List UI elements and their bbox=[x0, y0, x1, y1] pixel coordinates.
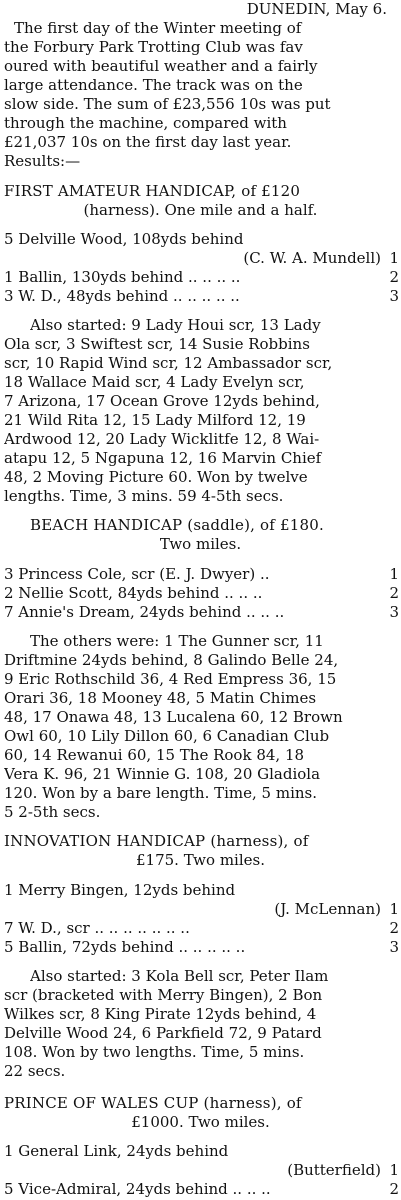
also-started-line: 5 2-5th secs. bbox=[4, 803, 101, 821]
also-started-line: Also started: 3 Kola Bell scr, Peter Ilam bbox=[30, 967, 329, 985]
also-started-line: 7 Arizona, 17 Ocean Grove 12yds behind, bbox=[4, 392, 320, 410]
also-started-line: 48, 17 Onawa 48, 13 Lucalena 60, 12 Brown bbox=[4, 708, 343, 726]
intro-line: the Forbury Park Trotting Club was fav bbox=[4, 38, 303, 56]
placing-line: 5 Ballin, 72yds behind .. .. .. .. .. bbox=[4, 938, 246, 956]
placing-rider: (J. McLennan) bbox=[274, 900, 381, 918]
race-heading: PRINCE OF WALES CUP (harness), of bbox=[4, 1094, 302, 1112]
placing-line: 5 Delville Wood, 108yds behind bbox=[4, 230, 244, 248]
also-started-line: Also started: 9 Lady Houi scr, 13 Lady bbox=[30, 316, 321, 334]
placing-position: 1 bbox=[389, 565, 399, 583]
intro-line: £21,037 10s on the first day last year. bbox=[4, 133, 292, 151]
placing-position: 1 bbox=[389, 1161, 399, 1179]
intro-line: The first day of the Winter meeting of bbox=[14, 19, 302, 37]
also-started-line: scr, 10 Rapid Wind scr, 12 Ambassador scr, bbox=[4, 354, 333, 372]
race-subheading: £1000. Two miles. bbox=[131, 1113, 270, 1131]
placing-position: 3 bbox=[389, 938, 399, 956]
placing-line: 1 General Link, 24yds behind bbox=[4, 1142, 229, 1160]
race-heading: BEACH HANDICAP (saddle), of £180. bbox=[30, 516, 324, 534]
also-started-line: Delville Wood 24, 6 Parkfield 72, 9 Patard bbox=[4, 1024, 322, 1042]
dateline: DUNEDIN, May 6. bbox=[246, 0, 387, 18]
also-started-line: 9 Eric Rothschild 36, 4 Red Empress 36, 15 bbox=[4, 670, 337, 688]
race-heading: INNOVATION HANDICAP (harness), of bbox=[4, 832, 309, 850]
race-heading: FIRST AMATEUR HANDICAP, of £120 bbox=[4, 182, 301, 200]
placing-position: 1 bbox=[389, 900, 399, 918]
also-started-line: Wilkes scr, 8 King Pirate 12yds behind, 4 bbox=[4, 1005, 317, 1023]
placing-line: 1 Merry Bingen, 12yds behind bbox=[4, 881, 236, 899]
also-started-line: 120. Won by a bare length. Time, 5 mins. bbox=[4, 784, 318, 802]
placing-position: 2 bbox=[389, 584, 399, 602]
also-started-line: Owl 60, 10 Lily Dillon 60, 6 Canadian Club bbox=[4, 727, 330, 745]
intro-line: oured with beautiful weather and a fairly bbox=[4, 57, 318, 75]
also-started-line: scr (bracketed with Merry Bingen), 2 Bon bbox=[4, 986, 323, 1004]
placing-rider: (C. W. A. Mundell) bbox=[243, 249, 381, 267]
placing-line: 1 Ballin, 130yds behind .. .. .. .. bbox=[4, 268, 241, 286]
placing-line: 2 Nellie Scott, 84yds behind .. .. .. bbox=[4, 584, 263, 602]
also-started-line: 18 Wallace Maid scr, 4 Lady Evelyn scr, bbox=[4, 373, 305, 391]
intro-line: large attendance. The track was on the bbox=[4, 76, 303, 94]
intro-line: Results:— bbox=[4, 152, 81, 170]
placing-line: 5 Vice-Admiral, 24yds behind .. .. .. bbox=[4, 1180, 271, 1198]
also-started-line: Vera K. 96, 21 Winnie G. 108, 20 Gladiola bbox=[4, 765, 321, 783]
also-started-line: Ola scr, 3 Swiftest scr, 14 Susie Robbins bbox=[4, 335, 310, 353]
placing-position: 3 bbox=[389, 603, 399, 621]
placing-line: 7 Annie's Dream, 24yds behind .. .. .. bbox=[4, 603, 285, 621]
placing-position: 1 bbox=[389, 249, 399, 267]
race-subheading: Two miles. bbox=[159, 535, 242, 553]
placing-position: 2 bbox=[389, 1180, 399, 1198]
also-started-line: 48, 2 Moving Picture 60. Won by twelve bbox=[4, 468, 308, 486]
placing-line: 3 W. D., 48yds behind .. .. .. .. .. bbox=[4, 287, 240, 305]
also-started-line: Orari 36, 18 Mooney 48, 5 Matin Chimes bbox=[4, 689, 317, 707]
also-started-line: 21 Wild Rita 12, 15 Lady Milford 12, 19 bbox=[4, 411, 306, 429]
placing-line: 7 W. D., scr .. .. .. .. .. .. .. bbox=[4, 919, 190, 937]
also-started-line: 108. Won by two lengths. Time, 5 mins. bbox=[4, 1043, 305, 1061]
placing-position: 3 bbox=[389, 287, 399, 305]
also-started-line: atapu 12, 5 Ngapuna 12, 16 Marvin Chief bbox=[4, 449, 322, 467]
also-started-line: 60, 14 Rewanui 60, 15 The Rook 84, 18 bbox=[4, 746, 305, 764]
intro-line: slow side. The sum of £23,556 10s was put bbox=[4, 95, 331, 113]
placing-rider: (Butterfield) bbox=[287, 1161, 381, 1179]
also-started-line: Ardwood 12, 20 Lady Wicklitfe 12, 8 Wai- bbox=[4, 430, 320, 448]
also-started-line: lengths. Time, 3 mins. 59 4-5th secs. bbox=[4, 487, 284, 505]
also-started-line: Driftmine 24yds behind, 8 Galindo Belle 24, bbox=[4, 651, 339, 669]
intro-line: through the machine, compared with bbox=[4, 114, 287, 132]
also-started-line: 22 secs. bbox=[4, 1062, 66, 1080]
placing-line: 3 Princess Cole, scr (E. J. Dwyer) .. bbox=[4, 565, 270, 583]
also-started-line: The others were: 1 The Gunner scr, 11 bbox=[30, 632, 324, 650]
placing-position: 2 bbox=[389, 919, 399, 937]
race-subheading: £175. Two miles. bbox=[136, 851, 265, 869]
race-subheading: (harness). One mile and a half. bbox=[83, 201, 318, 219]
placing-position: 2 bbox=[389, 268, 399, 286]
